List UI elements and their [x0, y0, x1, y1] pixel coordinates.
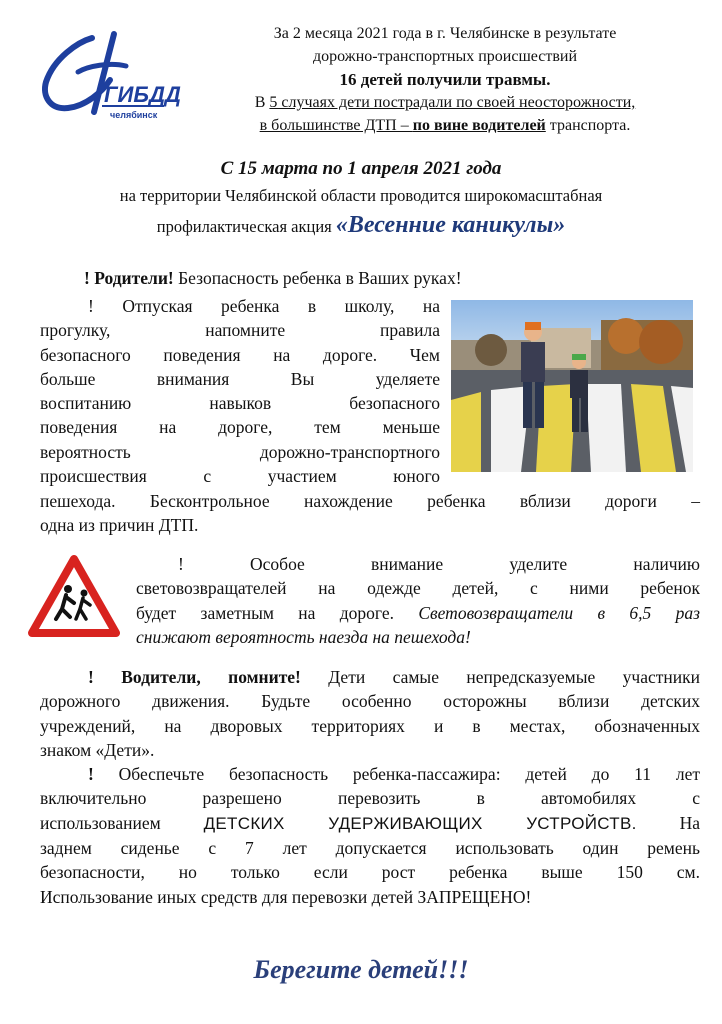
drivers-line-5: ! Обеспечьте безопасность ребенка-пассажира: детей до 11 лет	[88, 764, 700, 785]
parents-full-line: пешехода. Бесконтрольное нахождение ребенка вблизи дороги –	[40, 491, 700, 511]
closing-slogan: Берегите детей!!!	[253, 955, 469, 984]
parents-heading: ! Родители! Безопасность ребенка в Ваших руках!	[84, 268, 462, 288]
logo-city: челябинск	[110, 110, 158, 120]
header-line-4: В 5 случаях дети пострадали по своей неосторожности,	[254, 94, 636, 111]
parents-paragraph-column	[40, 294, 440, 488]
parents-line: воспитанию навыков безопасного	[40, 393, 440, 414]
campaign-line-3: профилактическая акция «Весенние каникулы»	[156, 212, 566, 238]
parents-line: прогулку, напомните правила	[40, 320, 440, 341]
drivers-line-6: включительно разрешено перевозить в автомобилях с	[40, 788, 700, 809]
reflectors-line-4: снижают вероятность наезда на пешехода!	[136, 626, 471, 647]
parents-paragraph-continuation	[40, 489, 700, 538]
drivers-line-3: учреждений, на дворовых территориях и в местах, обозначенных	[40, 715, 700, 736]
header-block	[180, 22, 710, 137]
reflectors-line-3: будет заметным на дороге. Световозвращатели в 6,5 раз	[136, 602, 700, 623]
parents-line: происшествия с участием юного	[40, 466, 440, 487]
reflectors-line-2: световозвращателей на одежде детей, с ними ребенок	[136, 578, 700, 599]
header-line-3: 16 детей получили травмы.	[339, 70, 551, 89]
drivers-line-1: ! Водители, помните! Дети самые непредсказуемые участники	[88, 667, 700, 687]
drivers-line-4: знаком «Дети».	[40, 739, 155, 760]
parents-line: ! Отпуская ребенка в школу, на	[88, 296, 440, 316]
children-warning-sign-icon	[28, 555, 120, 637]
logo-brand: ГИБДД	[104, 82, 181, 107]
gibdd-logo	[40, 32, 181, 124]
header-line-1: За 2 месяца 2021 года в г. Челябинске в результате	[273, 25, 617, 42]
campaign-title: «Весенние каникулы»	[335, 212, 566, 238]
drivers-line-2: дорожного движения. Будьте особенно осторожны вблизи детских	[40, 691, 700, 712]
header-line-2: дорожно-транспортных происшествий	[312, 48, 578, 65]
crosswalk-photo	[451, 300, 693, 472]
parents-line: больше внимания Вы уделяете	[40, 368, 440, 389]
parents-line: безопасного поведения на дороге. Чем	[40, 344, 440, 365]
campaign-dates: С 15 марта по 1 апреля 2021 года	[220, 158, 502, 179]
drivers-line-7: использованием ДЕТСКИХ УДЕРЖИВАЮЩИХ УСТРОЙСТВ. На	[40, 812, 700, 833]
drivers-line-9: безопасности, но только если рост ребенка выше 150 см.	[40, 862, 700, 883]
header-line-5: в большинстве ДТП – по вине водителей транспорта.	[259, 117, 631, 134]
drivers-line-8: заднем сиденье с 7 лет допускается использовать один ремень	[40, 838, 700, 859]
drivers-line-10: Использование иных средств для перевозки детей ЗАПРЕЩЕНО!	[40, 886, 532, 907]
reflectors-line-1: ! Особое внимание уделите наличию	[178, 554, 700, 574]
campaign-line-2: на территории Челябинской области проводится широкомасштабная	[119, 186, 603, 205]
parents-full-line: одна из причин ДТП.	[40, 515, 199, 536]
parents-line: поведения на дороге, тем меньше	[40, 417, 440, 438]
parents-line: вероятность дорожно-транспортного	[40, 441, 440, 462]
drivers-paragraph	[40, 665, 700, 909]
reflectors-paragraph	[136, 552, 700, 649]
